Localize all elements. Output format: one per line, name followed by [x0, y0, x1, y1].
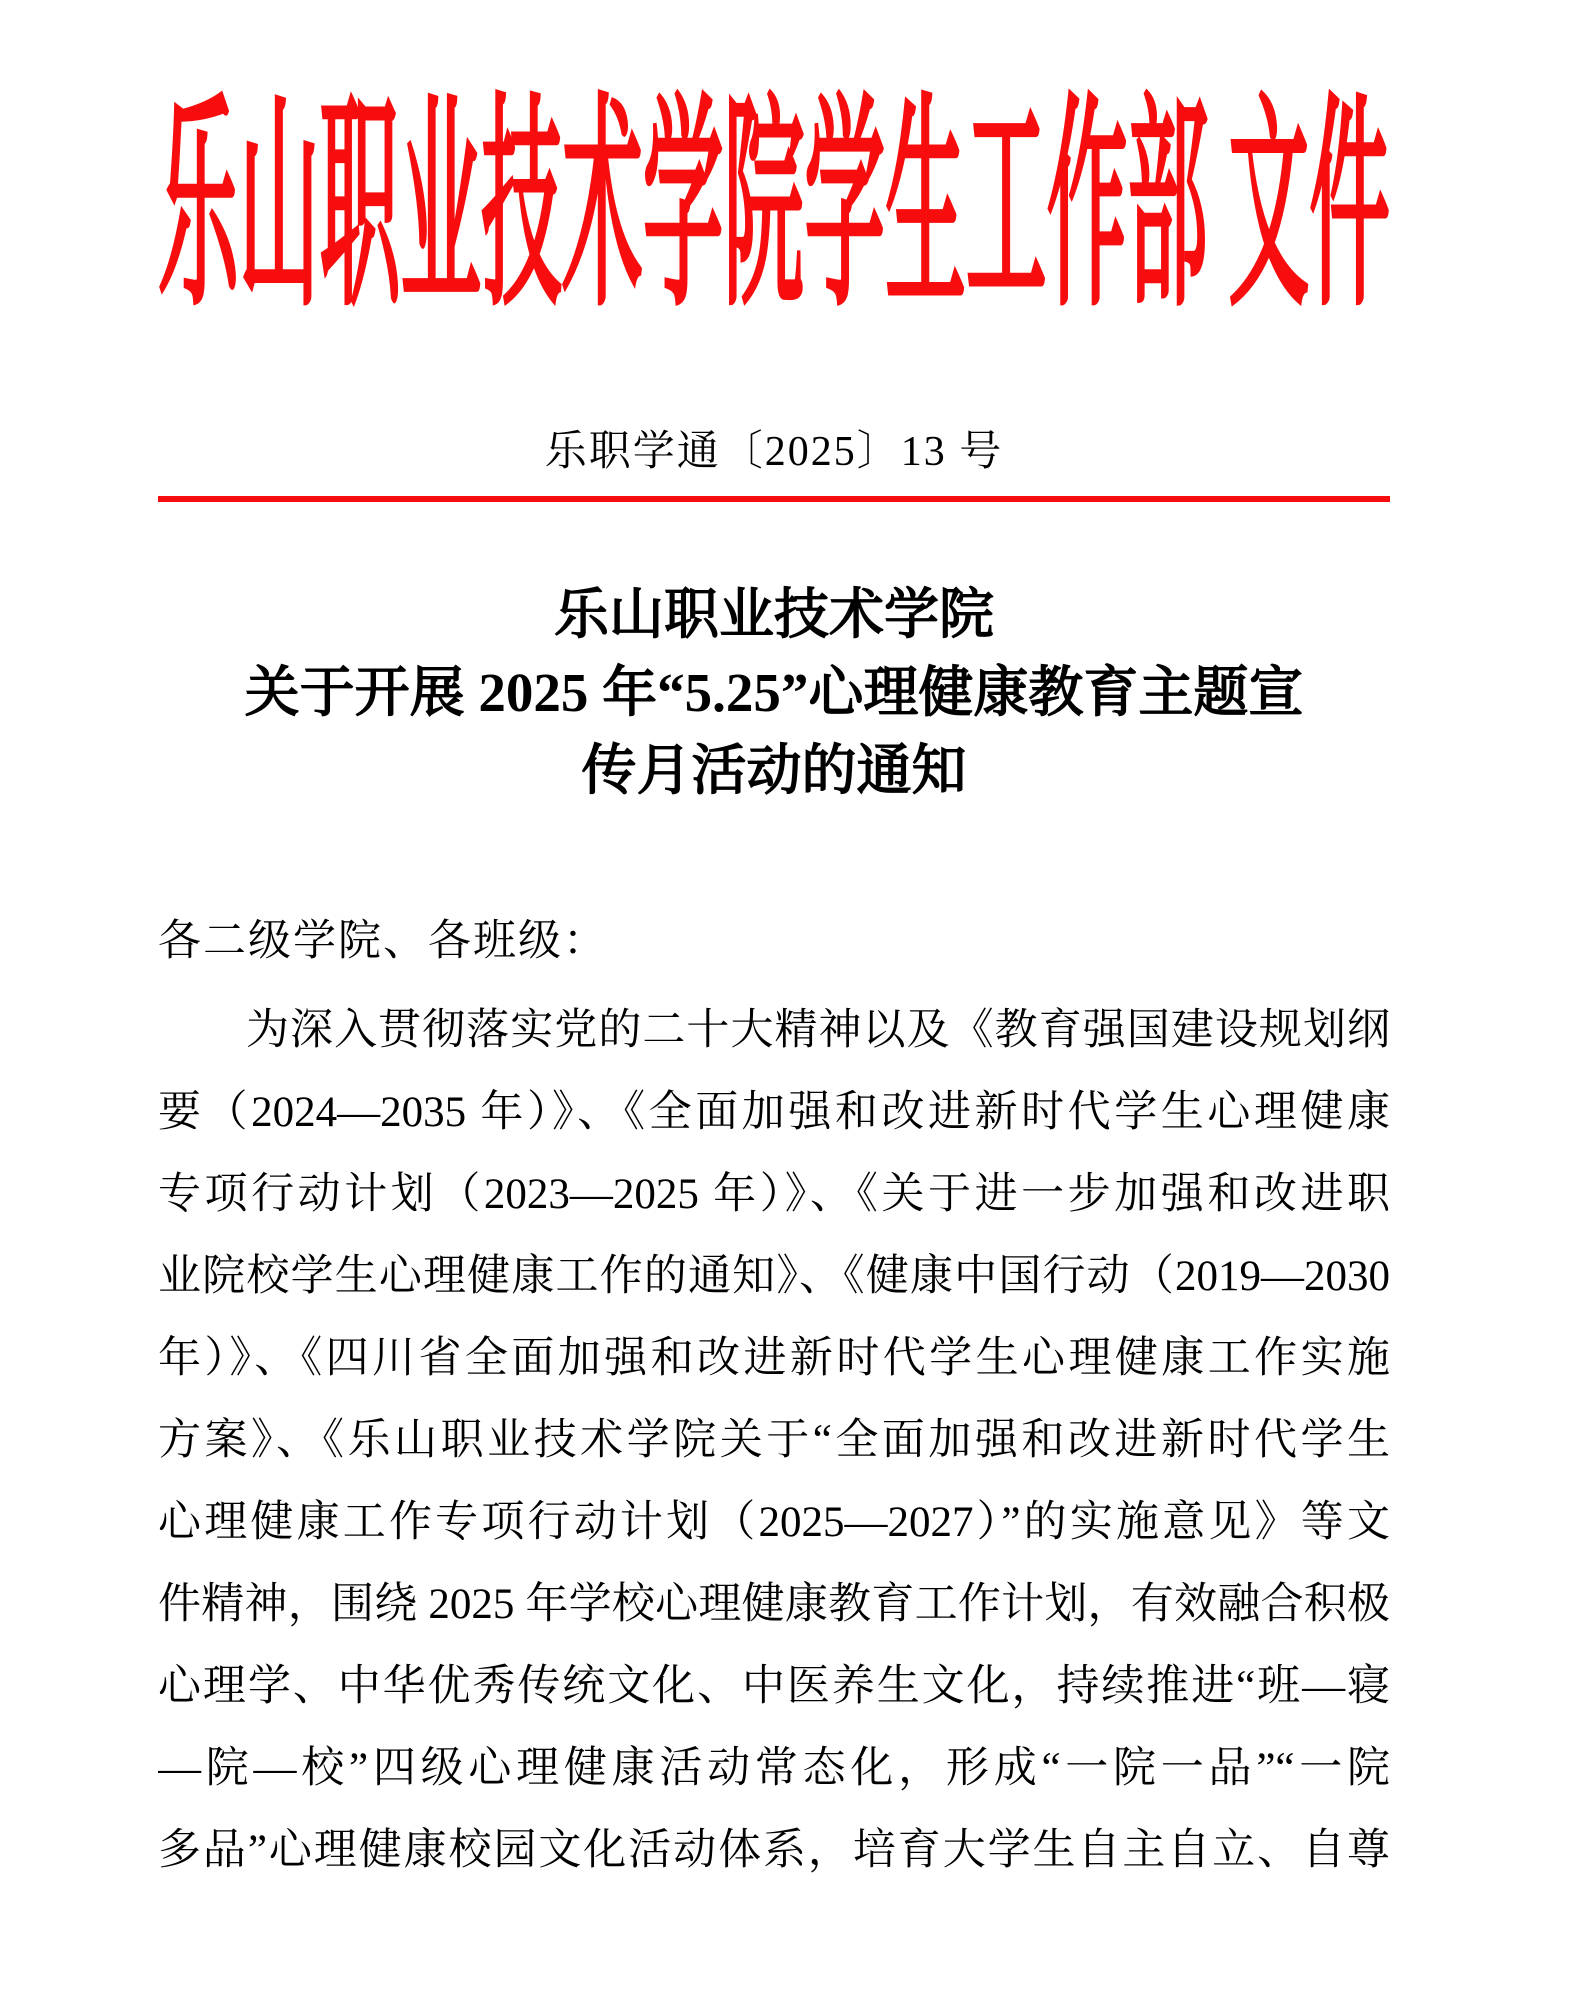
- body-line: 方案》、《乐山职业技术学院关于“全面加强和改进新时代学生: [158, 1417, 1390, 1464]
- body-line: 件精神，围绕 2025 年学校心理健康教育工作计划，有效融合积极: [158, 1581, 1390, 1628]
- body-line: 心理学、中华优秀传统文化、中医养生文化，持续推进“班—寝: [158, 1663, 1390, 1710]
- body-line: 专项行动计划（2023—2025 年）》、《关于进一步加强和改进职: [158, 1171, 1390, 1218]
- body-line: 为深入贯彻落实党的二十大精神以及《教育强国建设规划纲: [246, 1007, 1390, 1054]
- title-line-3: 传月活动的通知: [581, 740, 967, 801]
- salutation: 各二级学院、各班级：: [158, 918, 608, 965]
- document-page: [158, 0, 1390, 1892]
- body-line: —院—校”四级心理健康活动常态化，形成“一院一品”“一院: [158, 1745, 1390, 1792]
- body-line: 年）》、《四川省全面加强和改进新时代学生心理健康工作实施: [158, 1335, 1390, 1382]
- red-divider-rule: [158, 496, 1390, 502]
- body-line: 多品”心理健康校园文化活动体系，培育大学生自主自立、自尊: [158, 1827, 1390, 1874]
- red-header-banner: [158, 82, 1390, 334]
- title-line-2: 关于开展 2025 年“5.25”心理健康教育主题宣: [244, 662, 1304, 723]
- body-line: 要（2024—2035 年）》、《全面加强和改进新时代学生心理健康: [158, 1089, 1390, 1136]
- body-line: 心理健康工作专项行动计划（2025—2027）”的实施意见》等文: [158, 1499, 1390, 1546]
- red-header-banner-text: 乐山职业技术学院学生工作部 文件: [158, 82, 1390, 334]
- doc-number: 乐职学通〔2025〕13 号: [544, 429, 1004, 475]
- body-paragraph: [158, 990, 1390, 1892]
- title-line-1: 乐山职业技术学院: [553, 584, 994, 645]
- body-line: 业院校学生心理健康工作的通知》、《健康中国行动（2019—2030: [158, 1253, 1390, 1300]
- document-title: [158, 576, 1390, 810]
